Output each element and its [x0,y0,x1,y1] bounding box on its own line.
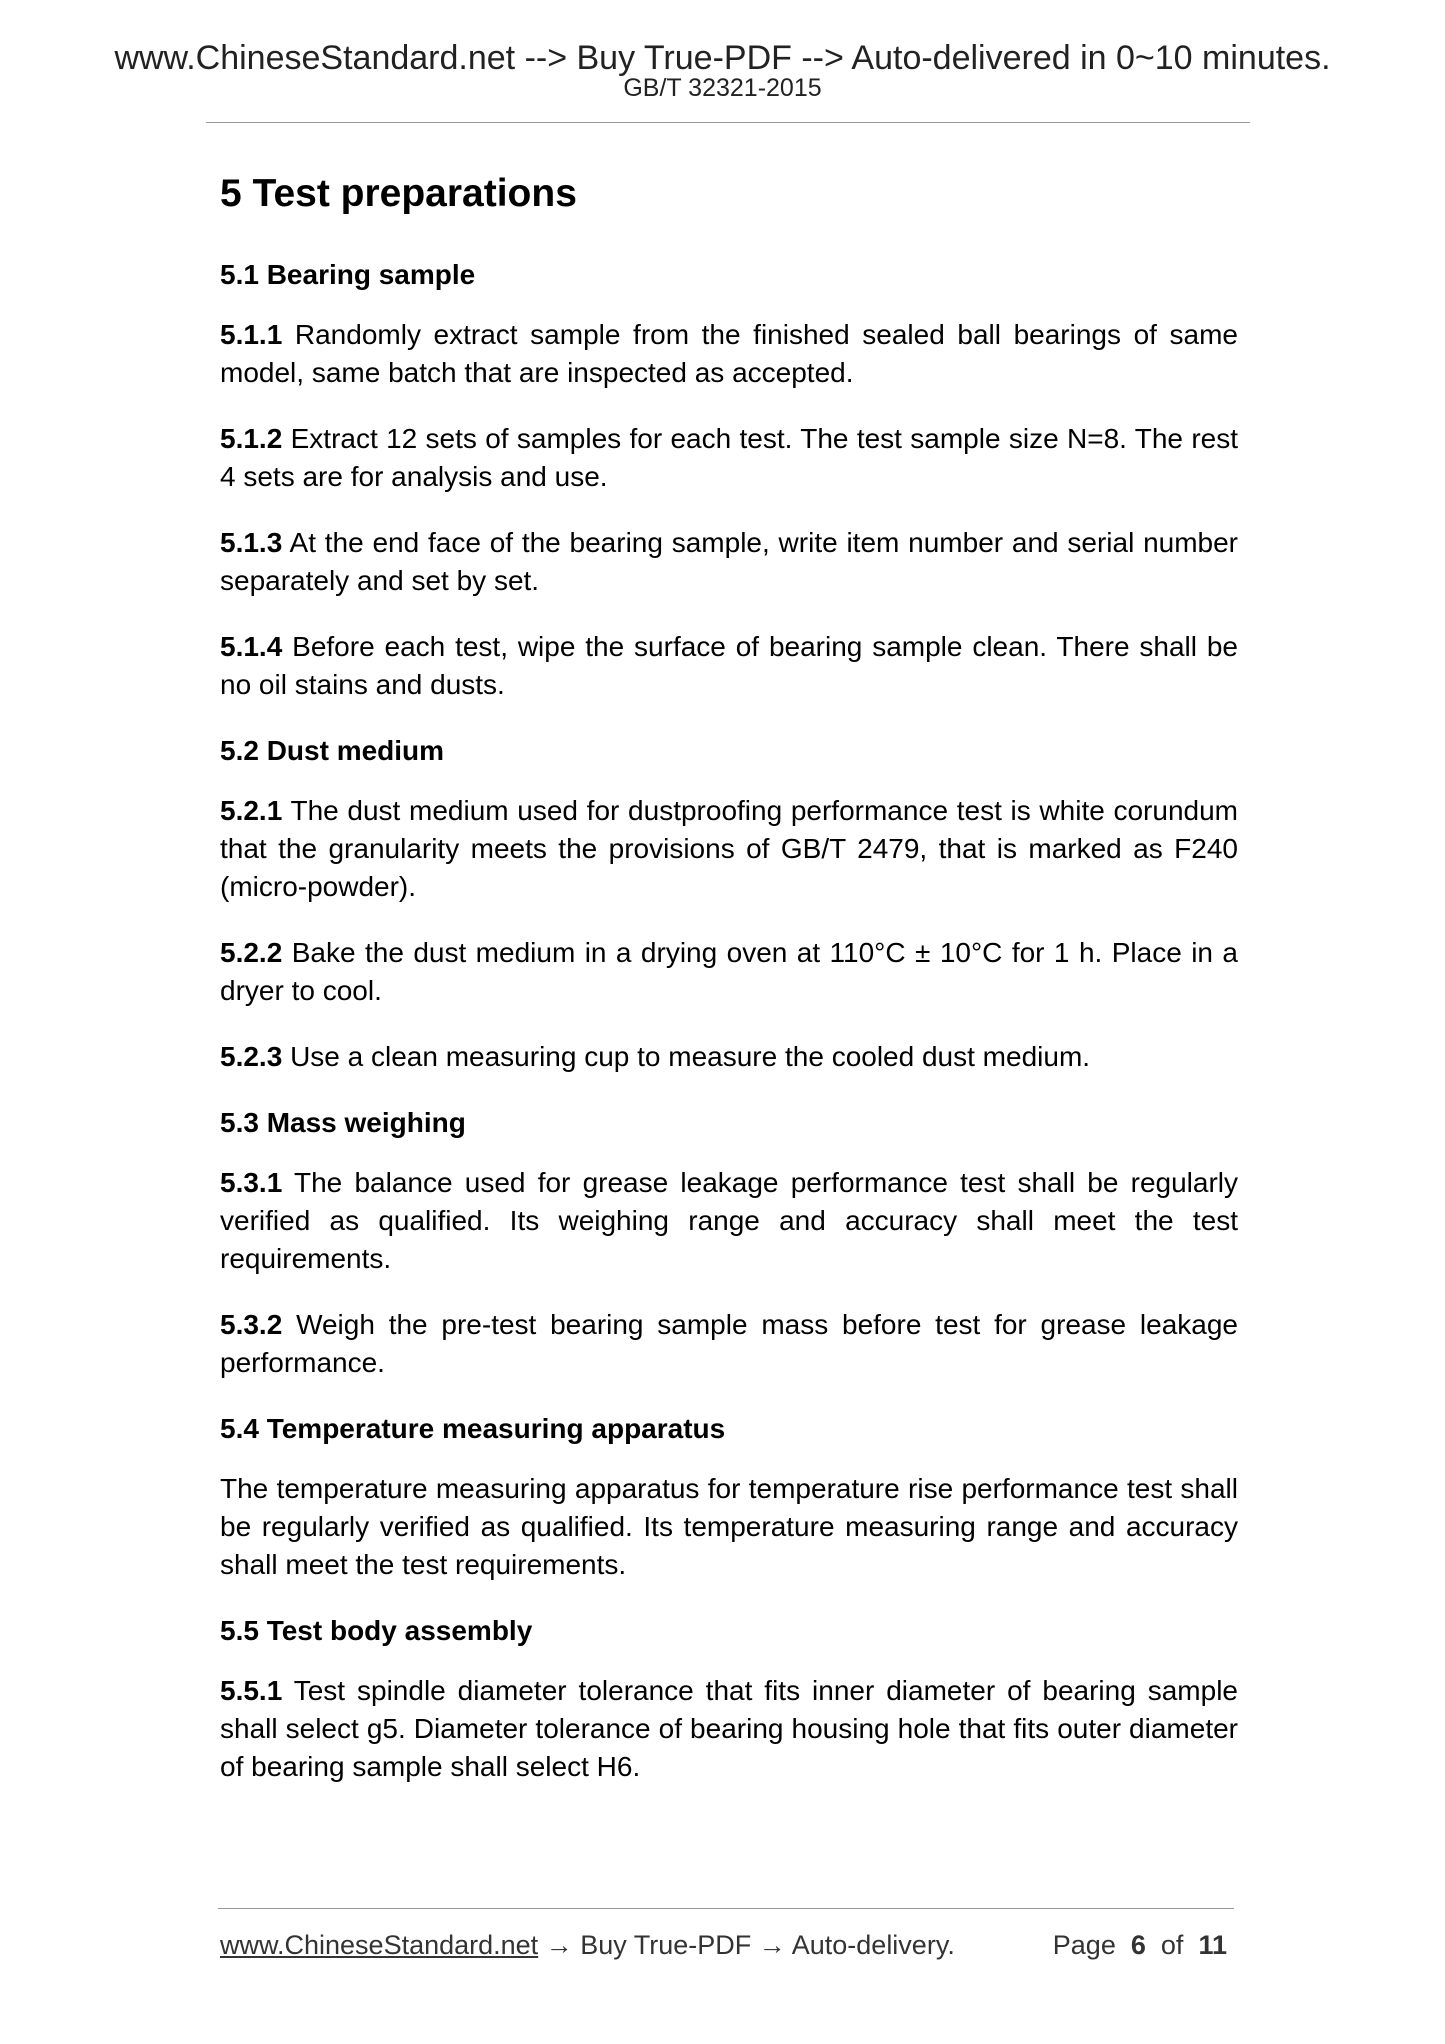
clause-number: 5.1.1 [220,319,283,350]
clause-number: 5.2.2 [220,937,283,968]
top-banner: www.ChineseStandard.net --> Buy True-PDF --> Auto-delivered in 0~10 minutes. [114,39,1331,77]
subsection-title-5-5: 5.5 Test body assembly [220,1615,533,1646]
clause-5-1-3 [220,524,1238,600]
clause-5-1-4 [220,628,1238,704]
clause-number: 5.1.3 [220,527,283,558]
clause-number: 5.1.2 [220,423,283,454]
standard-code: GB/T 32321-2015 [623,74,822,102]
total-pages: 11 [1198,1930,1227,1960]
clause-number: 5.2.1 [220,795,283,826]
subsection-title-5-3: 5.3 Mass weighing [220,1107,466,1138]
footer-delivery-text: → Buy True-PDF → Auto-delivery. [538,1930,955,1960]
subsection-title-5-2: 5.2 Dust medium [220,735,445,766]
clause-5-1-1 [220,316,1238,392]
clause-text: Test spindle diameter tolerance that fits inner diameter of bearing sample shall select g5. Diameter tolerance of bearing housing hole that fits outer diameter of bearing sample shall select H6. [220,1675,1238,1782]
clause-text: Extract 12 sets of samples for each test. The test sample size N=8. The rest 4 sets are for analysis and use. [220,423,1238,492]
clause-number: 5.3.2 [220,1309,283,1340]
clause-text: Randomly extract sample from the finished sealed ball bearings of same model, same batch that are inspected as accepted. [220,319,1238,388]
page-label: Page [1052,1930,1116,1960]
subsection-title-5-1: 5.1 Bearing sample [220,259,476,290]
footer-divider [218,1908,1234,1909]
clause-text: The balance used for grease leakage performance test shall be regularly verified as qualified. Its weighing range and accuracy shall meet the test requirements. [220,1167,1238,1274]
clause-text: The dust medium used for dustproofing performance test is white corundum that the granularity meets the provisions of GB/T 2479, that is marked as F240 (micro-powder). [220,795,1238,902]
page-indicator [1053,1928,1227,1962]
page-body [220,168,1238,1814]
footer-site-link[interactable]: www.ChineseStandard.net [220,1930,539,1960]
clause-text: The temperature measuring apparatus for temperature rise performance test shall be regularly verified as qualified. Its temperature measuring range and accuracy shall meet the test requirements. [220,1473,1238,1580]
clause-number: 5.3.1 [220,1167,283,1198]
of-label: of [1160,1930,1184,1960]
clause-number: 5.5.1 [220,1675,283,1706]
clause-number: 5.2.3 [220,1041,283,1072]
clause-text: Use a clean measuring cup to measure the cooled dust medium. [290,1041,1091,1072]
clause-text: At the end face of the bearing sample, write item number and serial number separately and set by set. [220,527,1239,596]
clause-number: 5.1.4 [220,631,283,662]
clause-text: Bake the dust medium in a drying oven at 110°C ± 10°C for 1 h. Place in a dryer to cool. [220,937,1238,1006]
clause-text: Before each test, wipe the surface of bearing sample clean. There shall be no oil stains and dusts. [220,631,1238,700]
clause-5-5-1 [220,1672,1238,1786]
header-divider [206,122,1250,123]
clause-5-2-3 [220,1038,1238,1076]
clause-5-3-2 [220,1306,1238,1382]
page-number: 6 [1130,1930,1146,1960]
clause-text: Weigh the pre-test bearing sample mass before test for grease leakage performance. [220,1309,1238,1378]
section-title: 5 Test preparations [220,172,577,215]
clause-5-1-2 [220,420,1238,496]
subsection-title-5-4: 5.4 Temperature measuring apparatus [220,1413,726,1444]
clause-5-3-1 [220,1164,1238,1278]
clause-5-4-text [220,1470,1238,1584]
footer-delivery-note [220,1928,955,1962]
clause-5-2-2 [220,934,1238,1010]
clause-5-2-1 [220,792,1238,906]
